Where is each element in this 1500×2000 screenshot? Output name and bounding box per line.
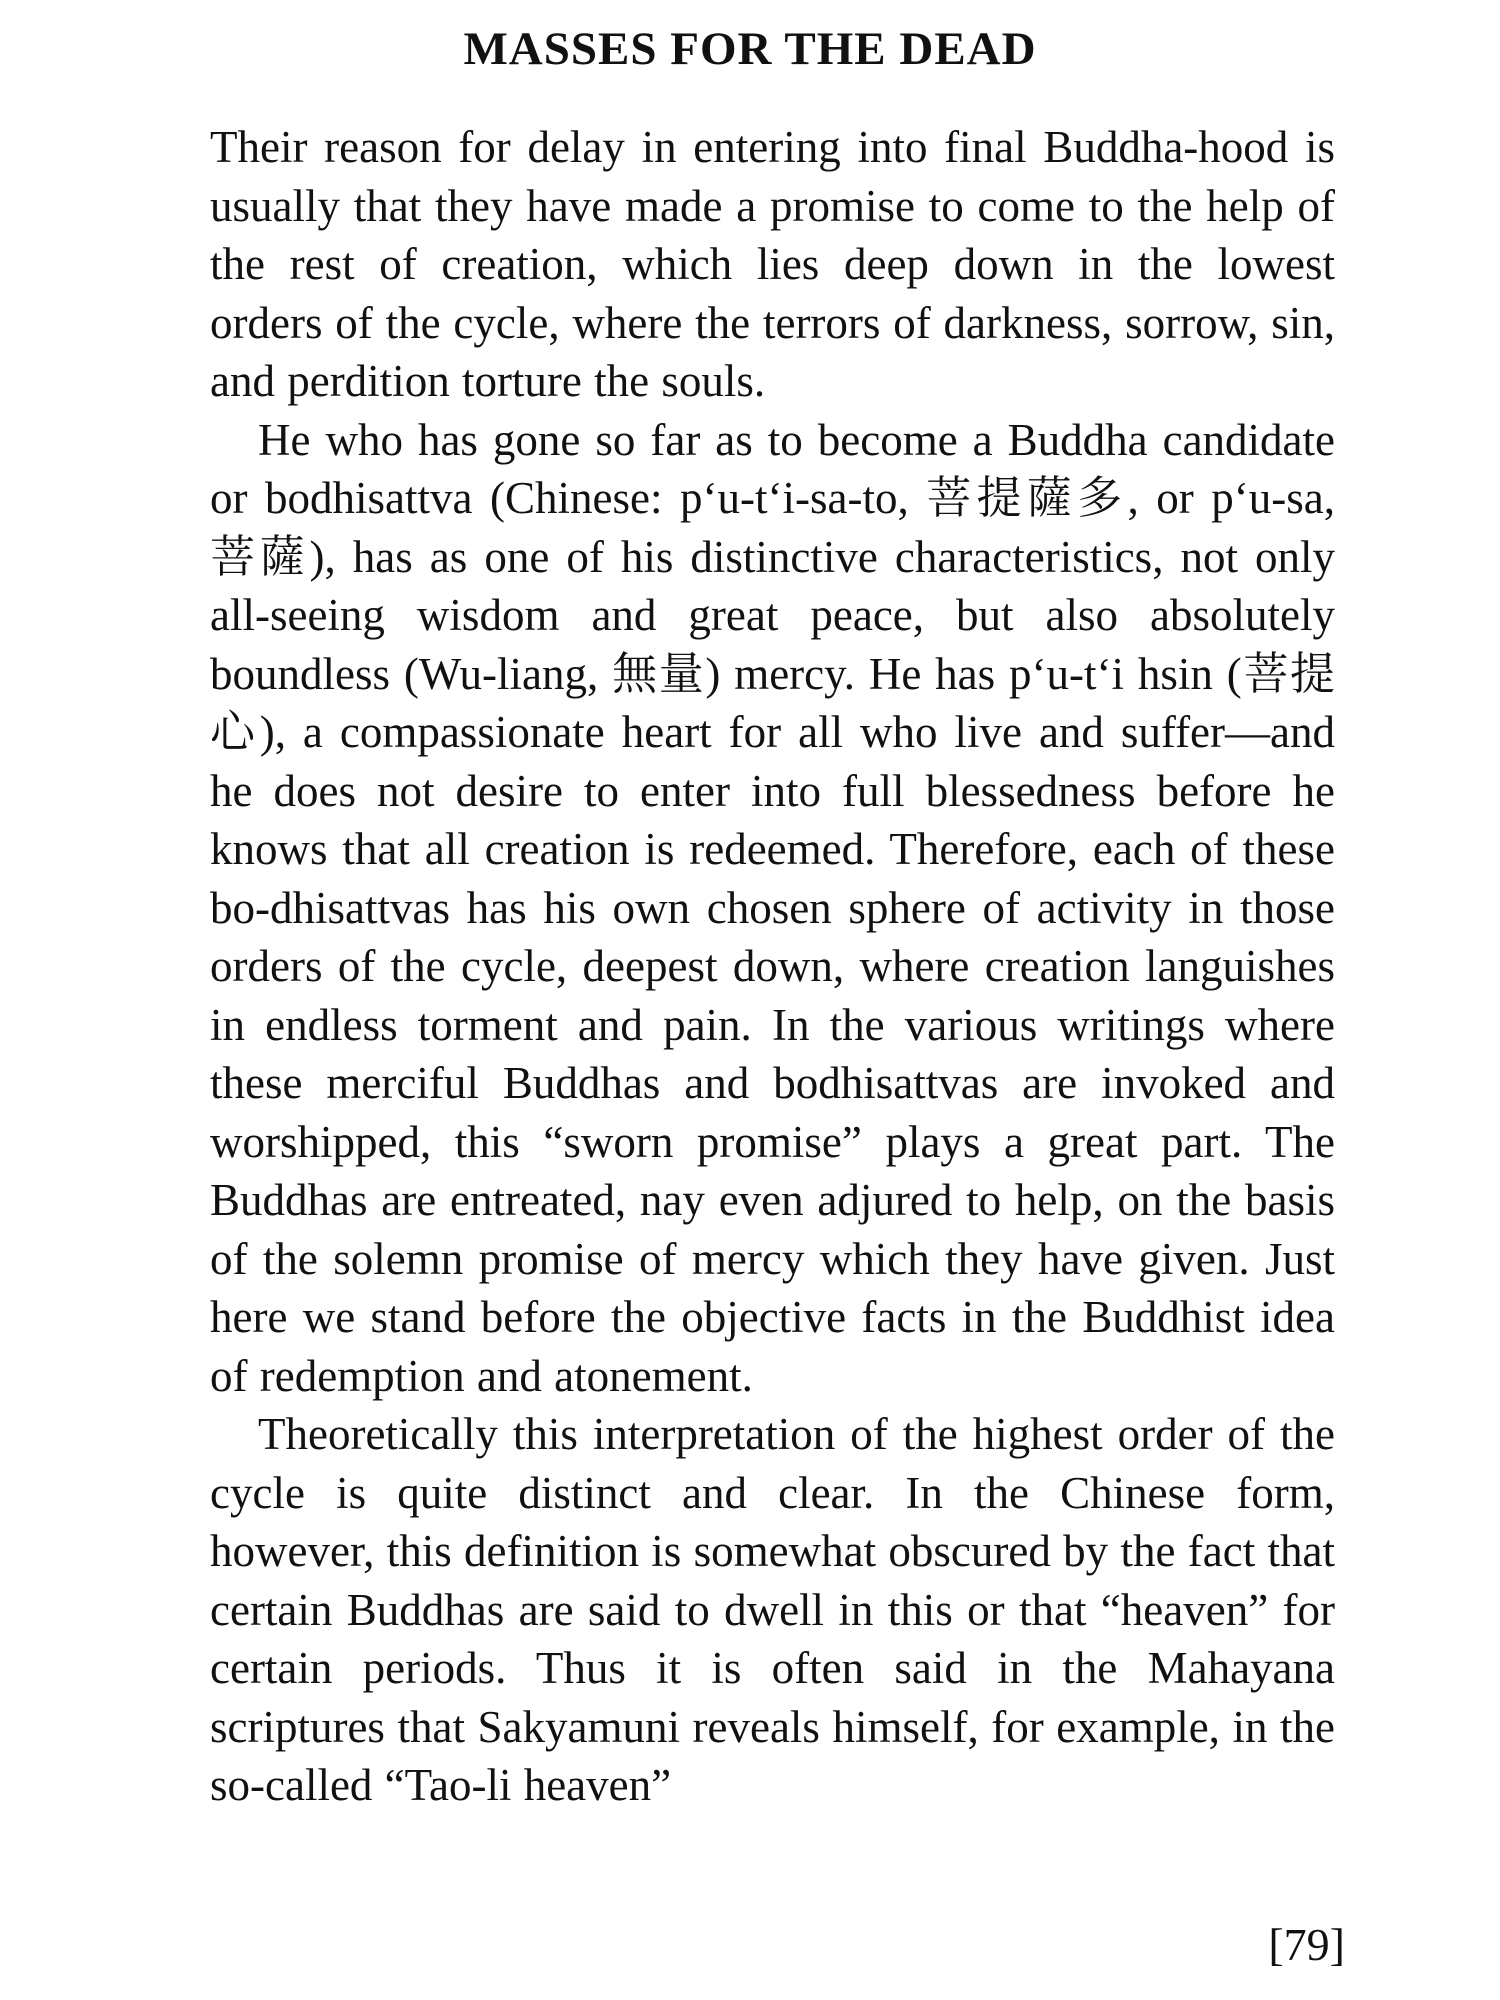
paragraph-3: Theoretically this interpretation of the highest order of the cycle is quite distinct and clear. In the Chinese form, however, this definition is somewhat obscured by the fact that certain Buddhas are said to dwell in this or that “heaven” for certain periods. Thus it is often said in the Mahayana scriptures that Sakyamuni reveals himself, for example, in the so-called “Tao-li heaven”	[210, 1409, 1335, 1810]
paragraph-2: He who has gone so far as to become a Buddha candidate or bodhisattva (Chinese: p‘u-t‘i-sa-to, 菩提薩多, or p‘u-sa, 菩薩), has as one of his distinctive characteristics, not only all-seeing wisdom and great peace, but also absolutely boundless (Wu-liang, 無量) mercy. He has p‘u-t‘i hsin (菩提心), a compassionate heart for all who live and suffer—and he does not desire to enter into full blessedness before he knows that all creation is redeemed. Therefore, each of these bo-dhisattvas has his own chosen sphere of activity in those orders of the cycle, deepest down, where creation languishes in endless torment and pain. In the various writings where these merciful Buddhas and bodhisattvas are invoked and worshipped, this “sworn promise” plays a great part. The Buddhas are entreated, nay even adjured to help, on the basis of the solemn promise of mercy which they have given. Just here we stand before the objective facts in the Buddhist idea of redemption and atonement.	[210, 414, 1335, 1401]
body-text	[210, 118, 1335, 1815]
paragraph-1: Their reason for delay in entering into final Buddha-hood is usually that they have made a promise to come to the help of the rest of creation, which lies deep down in the lowest orders of the cycle, where the terrors of darkness, sorrow, sin, and perdition torture the souls.	[210, 122, 1335, 406]
running-head: MASSES FOR THE DEAD	[463, 23, 1037, 75]
page-number: [79]	[1268, 1919, 1345, 1970]
